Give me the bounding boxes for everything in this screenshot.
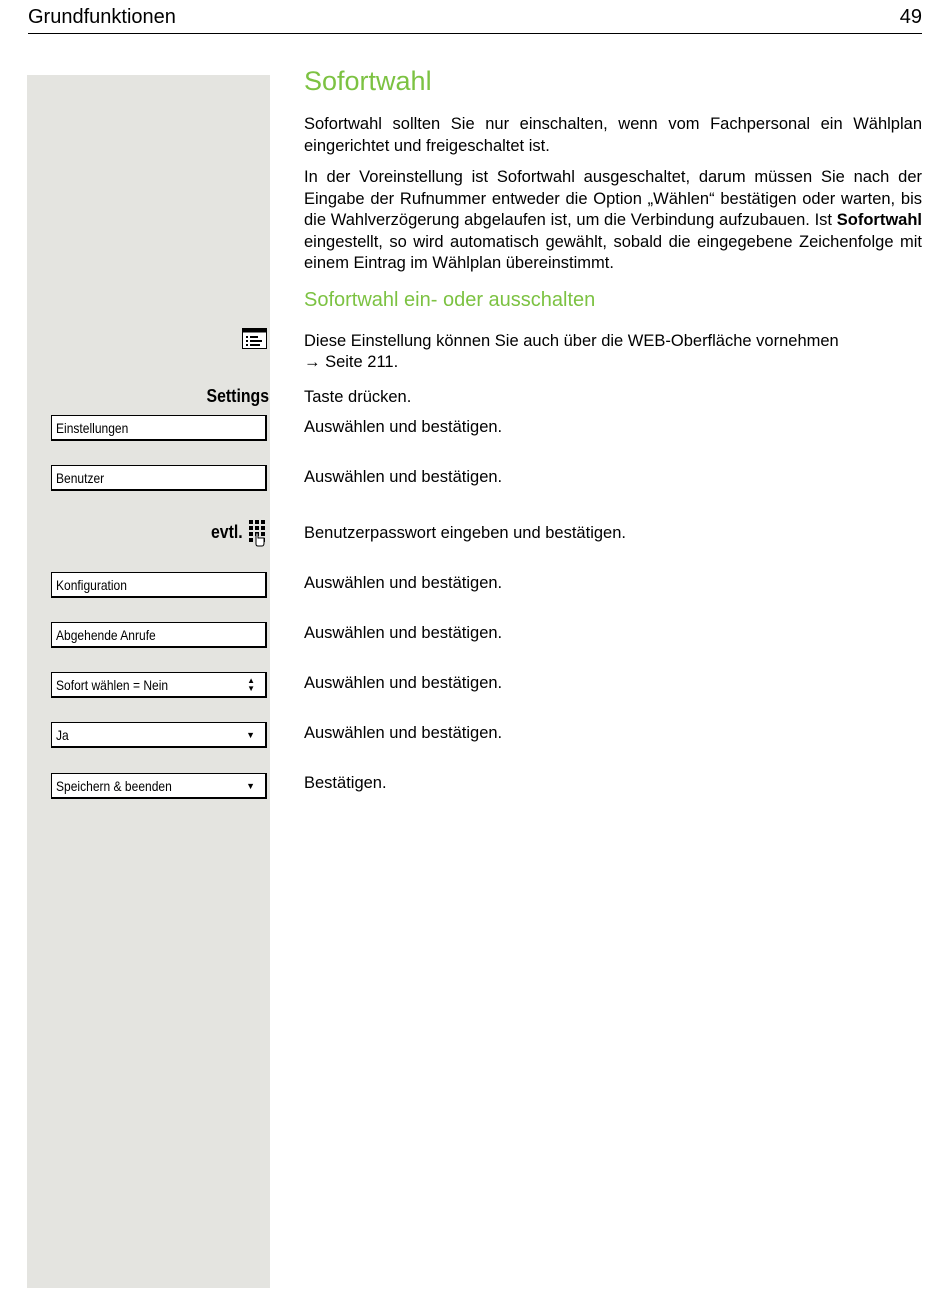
menu-item-abgehende-anrufe[interactable]: Abgehende Anrufe	[51, 622, 267, 648]
option-ja[interactable]: Ja ▼	[51, 722, 267, 748]
section-heading: Sofortwahl	[304, 66, 432, 96]
chapter-title: Grundfunktionen	[28, 6, 176, 28]
step-benutzer-text: Auswählen und bestätigen.	[304, 468, 503, 486]
step-sofort-text: Auswählen und bestätigen.	[304, 674, 503, 692]
step-konfiguration-text: Auswählen und bestätigen.	[304, 574, 503, 592]
settings-key-label[interactable]: Settings	[206, 386, 269, 406]
up-down-arrow-icon: ▲ ▼	[247, 676, 255, 693]
page-header	[28, 6, 922, 34]
option-sofort-waehlen[interactable]: Sofort wählen = Nein ▲ ▼	[51, 672, 267, 698]
option-speichern-beenden[interactable]: Speichern & beenden ▼	[51, 773, 267, 799]
keypad-icon	[248, 519, 268, 547]
menu-list-icon	[242, 328, 267, 349]
page-number: 49	[899, 6, 922, 28]
web-note: Diese Einstellung können Sie auch über die WEB-Oberfläche vornehmen	[304, 332, 839, 350]
step-password-text: Benutzerpasswort eingeben und bestätigen.	[304, 524, 626, 542]
step-speichern-text: Bestätigen.	[304, 774, 387, 792]
step-settings-text: Taste drücken.	[304, 388, 412, 406]
down-arrow-icon: ▼	[246, 780, 255, 791]
step-einstellungen-text: Auswählen und bestätigen.	[304, 418, 503, 436]
subsection-heading: Sofortwahl ein- oder ausschalten	[304, 289, 596, 311]
menu-item-benutzer[interactable]: Benutzer	[51, 465, 267, 491]
web-page-link[interactable]: → Seite 211.	[304, 353, 399, 371]
step-abgehende-text: Auswählen und bestätigen.	[304, 624, 503, 642]
intro-paragraph: Sofortwahl sollten Sie nur einschalten, wenn vom Fachpersonal ein Wählplan eingerichtet und freigeschaltet ist.	[304, 115, 922, 155]
step-ja-text: Auswählen und bestätigen.	[304, 724, 503, 742]
down-arrow-icon: ▼	[246, 729, 255, 740]
menu-item-konfiguration[interactable]: Konfiguration	[51, 572, 267, 598]
menu-item-einstellungen[interactable]: Einstellungen	[51, 415, 267, 441]
description-paragraph: In der Voreinstellung ist Sofortwahl ausgeschaltet, darum müssen Sie nach der Eingabe der Rufnummer entweder die Option „Wählen“ bestätigen oder warten, bis die Wahlverzögerung abgelaufen ist, um die Verbindung aufzubauen. Ist Sofortwahl eingestellt, so wird automatisch gewählt, sobald die eingegebene Zeichenfolge mit einem Eintrag im Wählplan übereinstimmt.	[304, 168, 922, 272]
optional-label: evtl.	[211, 522, 243, 542]
bold-term: Sofortwahl	[836, 211, 922, 229]
